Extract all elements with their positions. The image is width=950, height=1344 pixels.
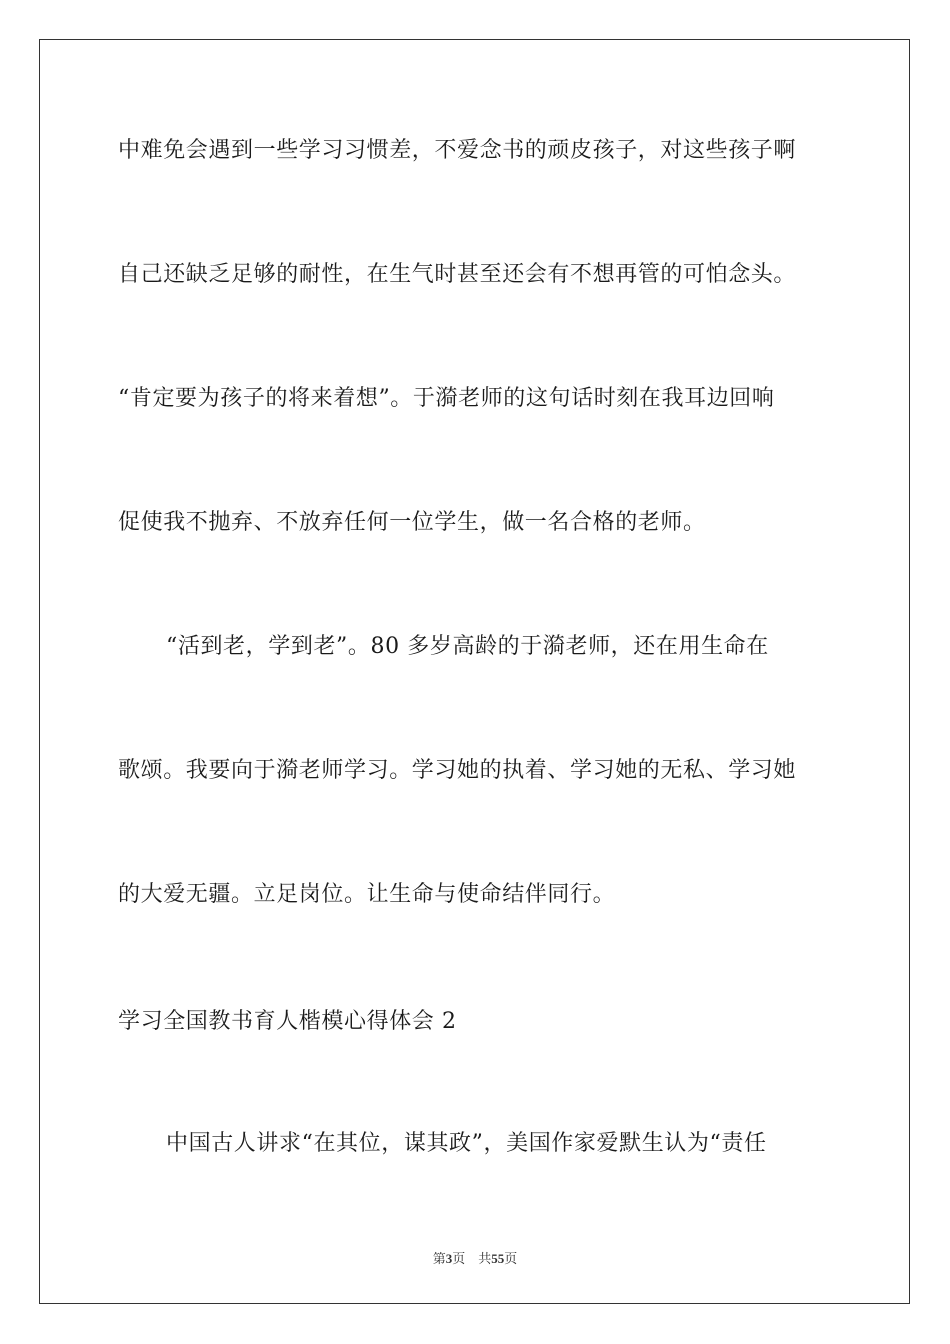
total-suffix: 页 xyxy=(504,1251,518,1266)
total-pages: 55 xyxy=(491,1251,505,1266)
body-line-4: 促使我不抛弃、不放弃任何一位学生，做一名合格的老师。 xyxy=(118,510,706,535)
body-line-8: 中国古人讲求“在其位，谋其政”，美国作家爱默生认为“责任 xyxy=(166,1131,767,1156)
body-line-1: 中难免会遇到一些学习习惯差，不爱念书的顽皮孩子，对这些孩子啊 xyxy=(118,138,797,163)
body-line-5: “活到老，学到老”。80 多岁高龄的于漪老师，还在用生命在 xyxy=(166,634,769,659)
page-suffix: 页 xyxy=(452,1251,466,1266)
page-prefix: 第 xyxy=(432,1251,446,1266)
page-border xyxy=(39,39,910,1304)
total-prefix: 共 xyxy=(478,1251,492,1266)
section-heading: 学习全国教书育人楷模心得体会 2 xyxy=(118,1009,457,1034)
page-footer xyxy=(0,1248,950,1267)
body-line-7: 的大爱无疆。立足岗位。让生命与使命结伴同行。 xyxy=(118,882,616,907)
body-line-2: 自己还缺乏足够的耐性，在生气时甚至还会有不想再管的可怕念头。 xyxy=(118,262,797,287)
body-line-6: 歌颂。我要向于漪老师学习。学习她的执着、学习她的无私、学习她 xyxy=(118,758,797,783)
page-number: 3 xyxy=(445,1251,453,1266)
body-line-3: “肯定要为孩子的将来着想”。于漪老师的这句话时刻在我耳边回响 xyxy=(118,386,775,411)
